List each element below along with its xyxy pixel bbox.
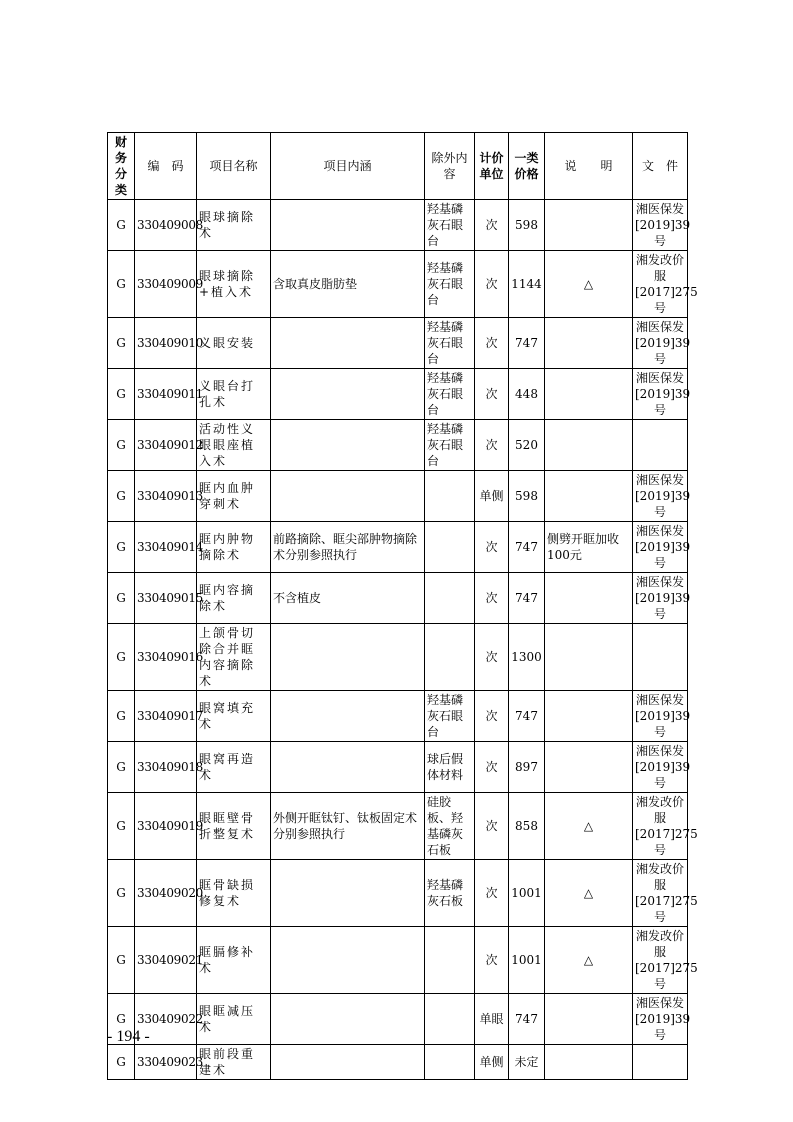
table-header-row (108, 133, 688, 200)
cell-document: 湘医保发[2019]39号 (633, 522, 688, 573)
cell-category: G (108, 318, 135, 369)
cell-exclusion: 羟基磷灰石眼台 (425, 318, 475, 369)
cell-note (545, 691, 633, 742)
cell-category: G (108, 251, 135, 318)
cell-content (271, 927, 425, 994)
header-content: 项目内涵 (271, 133, 425, 200)
header-name: 项目名称 (197, 133, 271, 200)
fee-table (107, 132, 698, 1080)
cell-content (271, 742, 425, 793)
cell-content (271, 860, 425, 927)
cell-unit: 次 (475, 624, 509, 691)
cell-unit: 次 (475, 860, 509, 927)
table-row (108, 251, 688, 318)
cell-category: G (108, 691, 135, 742)
cell-code: 330409019 (135, 793, 197, 860)
cell-exclusion (425, 1045, 475, 1080)
cell-category: G (108, 624, 135, 691)
cell-document (633, 1045, 688, 1080)
cell-exclusion (425, 522, 475, 573)
cell-document: 湘医保发[2019]39号 (633, 691, 688, 742)
cell-document: 湘医保发[2019]39号 (633, 471, 688, 522)
cell-price: 747 (509, 573, 545, 624)
cell-code: 330409008 (135, 200, 197, 251)
header-unit: 计价单位 (475, 133, 509, 200)
cell-code: 330409009 (135, 251, 197, 318)
table-row (108, 200, 688, 251)
cell-name: 眼球摘除+植入术 (197, 251, 271, 318)
cell-code: 330409022 (135, 994, 197, 1045)
cell-content (271, 691, 425, 742)
cell-document: 湘医保发[2019]39号 (633, 742, 688, 793)
cell-unit: 次 (475, 522, 509, 573)
cell-price: 1300 (509, 624, 545, 691)
cell-code: 330409015 (135, 573, 197, 624)
cell-exclusion: 球后假体材料 (425, 742, 475, 793)
cell-content (271, 318, 425, 369)
cell-document: 湘医保发[2019]39号 (633, 318, 688, 369)
cell-code: 330409018 (135, 742, 197, 793)
cell-document: 湘医保发[2019]39号 (633, 994, 688, 1045)
cell-unit: 次 (475, 420, 509, 471)
cell-name: 眼眶壁骨折整复术 (197, 793, 271, 860)
cell-price: 520 (509, 420, 545, 471)
header-document: 文 件 (633, 133, 688, 200)
header-category: 财务分类 (108, 133, 135, 200)
cell-document: 湘发改价服[2017]275号 (633, 793, 688, 860)
cell-code: 330409014 (135, 522, 197, 573)
cell-document (633, 420, 688, 471)
cell-note: △ (545, 860, 633, 927)
cell-unit: 次 (475, 691, 509, 742)
cell-code: 330409023 (135, 1045, 197, 1080)
cell-category: G (108, 793, 135, 860)
cell-exclusion: 羟基磷灰石眼台 (425, 251, 475, 318)
cell-exclusion: 羟基磷灰石眼台 (425, 369, 475, 420)
cell-category: G (108, 1045, 135, 1080)
cell-content: 不含植皮 (271, 573, 425, 624)
cell-category: G (108, 200, 135, 251)
cell-price: 858 (509, 793, 545, 860)
cell-price: 未定 (509, 1045, 545, 1080)
cell-unit: 次 (475, 742, 509, 793)
cell-price: 448 (509, 369, 545, 420)
cell-exclusion: 羟基磷灰石眼台 (425, 420, 475, 471)
cell-price: 747 (509, 318, 545, 369)
cell-exclusion (425, 573, 475, 624)
cell-name: 眼眶减压术 (197, 994, 271, 1045)
cell-category: G (108, 860, 135, 927)
cell-price: 598 (509, 471, 545, 522)
cell-content: 含取真皮脂肪垫 (271, 251, 425, 318)
cell-document: 湘医保发[2019]39号 (633, 369, 688, 420)
cell-price: 1001 (509, 927, 545, 994)
cell-exclusion: 羟基磷灰石眼台 (425, 691, 475, 742)
cell-exclusion (425, 994, 475, 1045)
cell-note (545, 200, 633, 251)
cell-code: 330409020 (135, 860, 197, 927)
cell-price: 1144 (509, 251, 545, 318)
cell-category: G (108, 573, 135, 624)
cell-exclusion: 羟基磷灰石板 (425, 860, 475, 927)
cell-document: 湘发改价服[2017]275号 (633, 860, 688, 927)
cell-exclusion (425, 927, 475, 994)
table-row (108, 860, 688, 927)
header-price: 一类价格 (509, 133, 545, 200)
cell-name: 眶内肿物摘除术 (197, 522, 271, 573)
cell-price: 747 (509, 691, 545, 742)
cell-code: 330409012 (135, 420, 197, 471)
table-row (108, 691, 688, 742)
cell-document: 湘发改价服[2017]275号 (633, 251, 688, 318)
cell-name: 眶膈修补术 (197, 927, 271, 994)
cell-exclusion: 硅胶板、羟基磷灰石板 (425, 793, 475, 860)
cell-document: 湘医保发[2019]39号 (633, 573, 688, 624)
cell-category: G (108, 994, 135, 1045)
cell-note (545, 573, 633, 624)
cell-code: 330409010 (135, 318, 197, 369)
cell-price: 598 (509, 200, 545, 251)
cell-note (545, 471, 633, 522)
cell-unit: 次 (475, 318, 509, 369)
cell-name: 眼球摘除术 (197, 200, 271, 251)
cell-name: 眼窝再造术 (197, 742, 271, 793)
cell-unit: 次 (475, 200, 509, 251)
cell-note: △ (545, 927, 633, 994)
cell-unit: 次 (475, 573, 509, 624)
cell-content: 前路摘除、眶尖部肿物摘除术分别参照执行 (271, 522, 425, 573)
cell-exclusion: 羟基磷灰石眼台 (425, 200, 475, 251)
cell-exclusion (425, 624, 475, 691)
table-row (108, 471, 688, 522)
cell-content (271, 369, 425, 420)
cell-name: 眶内容摘除术 (197, 573, 271, 624)
table-row (108, 793, 688, 860)
cell-price: 1001 (509, 860, 545, 927)
cell-note (545, 369, 633, 420)
cell-note: 侧劈开眶加收100元 (545, 522, 633, 573)
cell-note (545, 1045, 633, 1080)
cell-note (545, 994, 633, 1045)
cell-content (271, 200, 425, 251)
table-row (108, 573, 688, 624)
cell-name: 眶内血肿穿刺术 (197, 471, 271, 522)
cell-note (545, 624, 633, 691)
cell-content (271, 420, 425, 471)
cell-name: 眼前段重建术 (197, 1045, 271, 1080)
cell-category: G (108, 369, 135, 420)
cell-price: 747 (509, 994, 545, 1045)
cell-name: 义眼安装 (197, 318, 271, 369)
cell-category: G (108, 420, 135, 471)
cell-note (545, 420, 633, 471)
cell-code: 330409013 (135, 471, 197, 522)
cell-category: G (108, 742, 135, 793)
cell-unit: 次 (475, 251, 509, 318)
header-note: 说 明 (545, 133, 633, 200)
cell-name: 眼窝填充术 (197, 691, 271, 742)
cell-price: 747 (509, 522, 545, 573)
cell-unit: 次 (475, 927, 509, 994)
cell-note: △ (545, 793, 633, 860)
table-row (108, 1045, 688, 1080)
header-exclusion: 除外内容 (425, 133, 475, 200)
cell-exclusion (425, 471, 475, 522)
cell-note (545, 742, 633, 793)
cell-unit: 单眼 (475, 994, 509, 1045)
cell-document (633, 624, 688, 691)
table-row (108, 318, 688, 369)
cell-content: 外侧开眶钛钉、钛板固定术分别参照执行 (271, 793, 425, 860)
cell-unit: 次 (475, 369, 509, 420)
table-row (108, 369, 688, 420)
cell-category: G (108, 522, 135, 573)
cell-document: 湘发改价服[2017]275号 (633, 927, 688, 994)
table-row (108, 522, 688, 573)
cell-note: △ (545, 251, 633, 318)
cell-content (271, 1045, 425, 1080)
header-code: 编 码 (135, 133, 197, 200)
cell-unit: 次 (475, 793, 509, 860)
cell-unit: 单侧 (475, 471, 509, 522)
table-row (108, 624, 688, 691)
cell-name: 上颌骨切除合并眶内容摘除术 (197, 624, 271, 691)
page-number: - 194 - (107, 1028, 150, 1045)
cell-code: 330409011 (135, 369, 197, 420)
table-row (108, 994, 688, 1045)
cell-code: 330409017 (135, 691, 197, 742)
cell-category: G (108, 471, 135, 522)
table-row (108, 927, 688, 994)
table-row (108, 420, 688, 471)
cell-note (545, 318, 633, 369)
table-body (108, 200, 698, 1080)
cell-name: 活动性义眼眼座植入术 (197, 420, 271, 471)
cell-code: 330409016 (135, 624, 197, 691)
cell-name: 义眼台打孔术 (197, 369, 271, 420)
cell-content (271, 624, 425, 691)
cell-document: 湘医保发[2019]39号 (633, 200, 688, 251)
cell-content (271, 994, 425, 1045)
cell-price: 897 (509, 742, 545, 793)
cell-name: 眶骨缺损修复术 (197, 860, 271, 927)
cell-content (271, 471, 425, 522)
cell-category: G (108, 927, 135, 994)
cell-code: 330409021 (135, 927, 197, 994)
table-row (108, 742, 688, 793)
cell-unit: 单侧 (475, 1045, 509, 1080)
